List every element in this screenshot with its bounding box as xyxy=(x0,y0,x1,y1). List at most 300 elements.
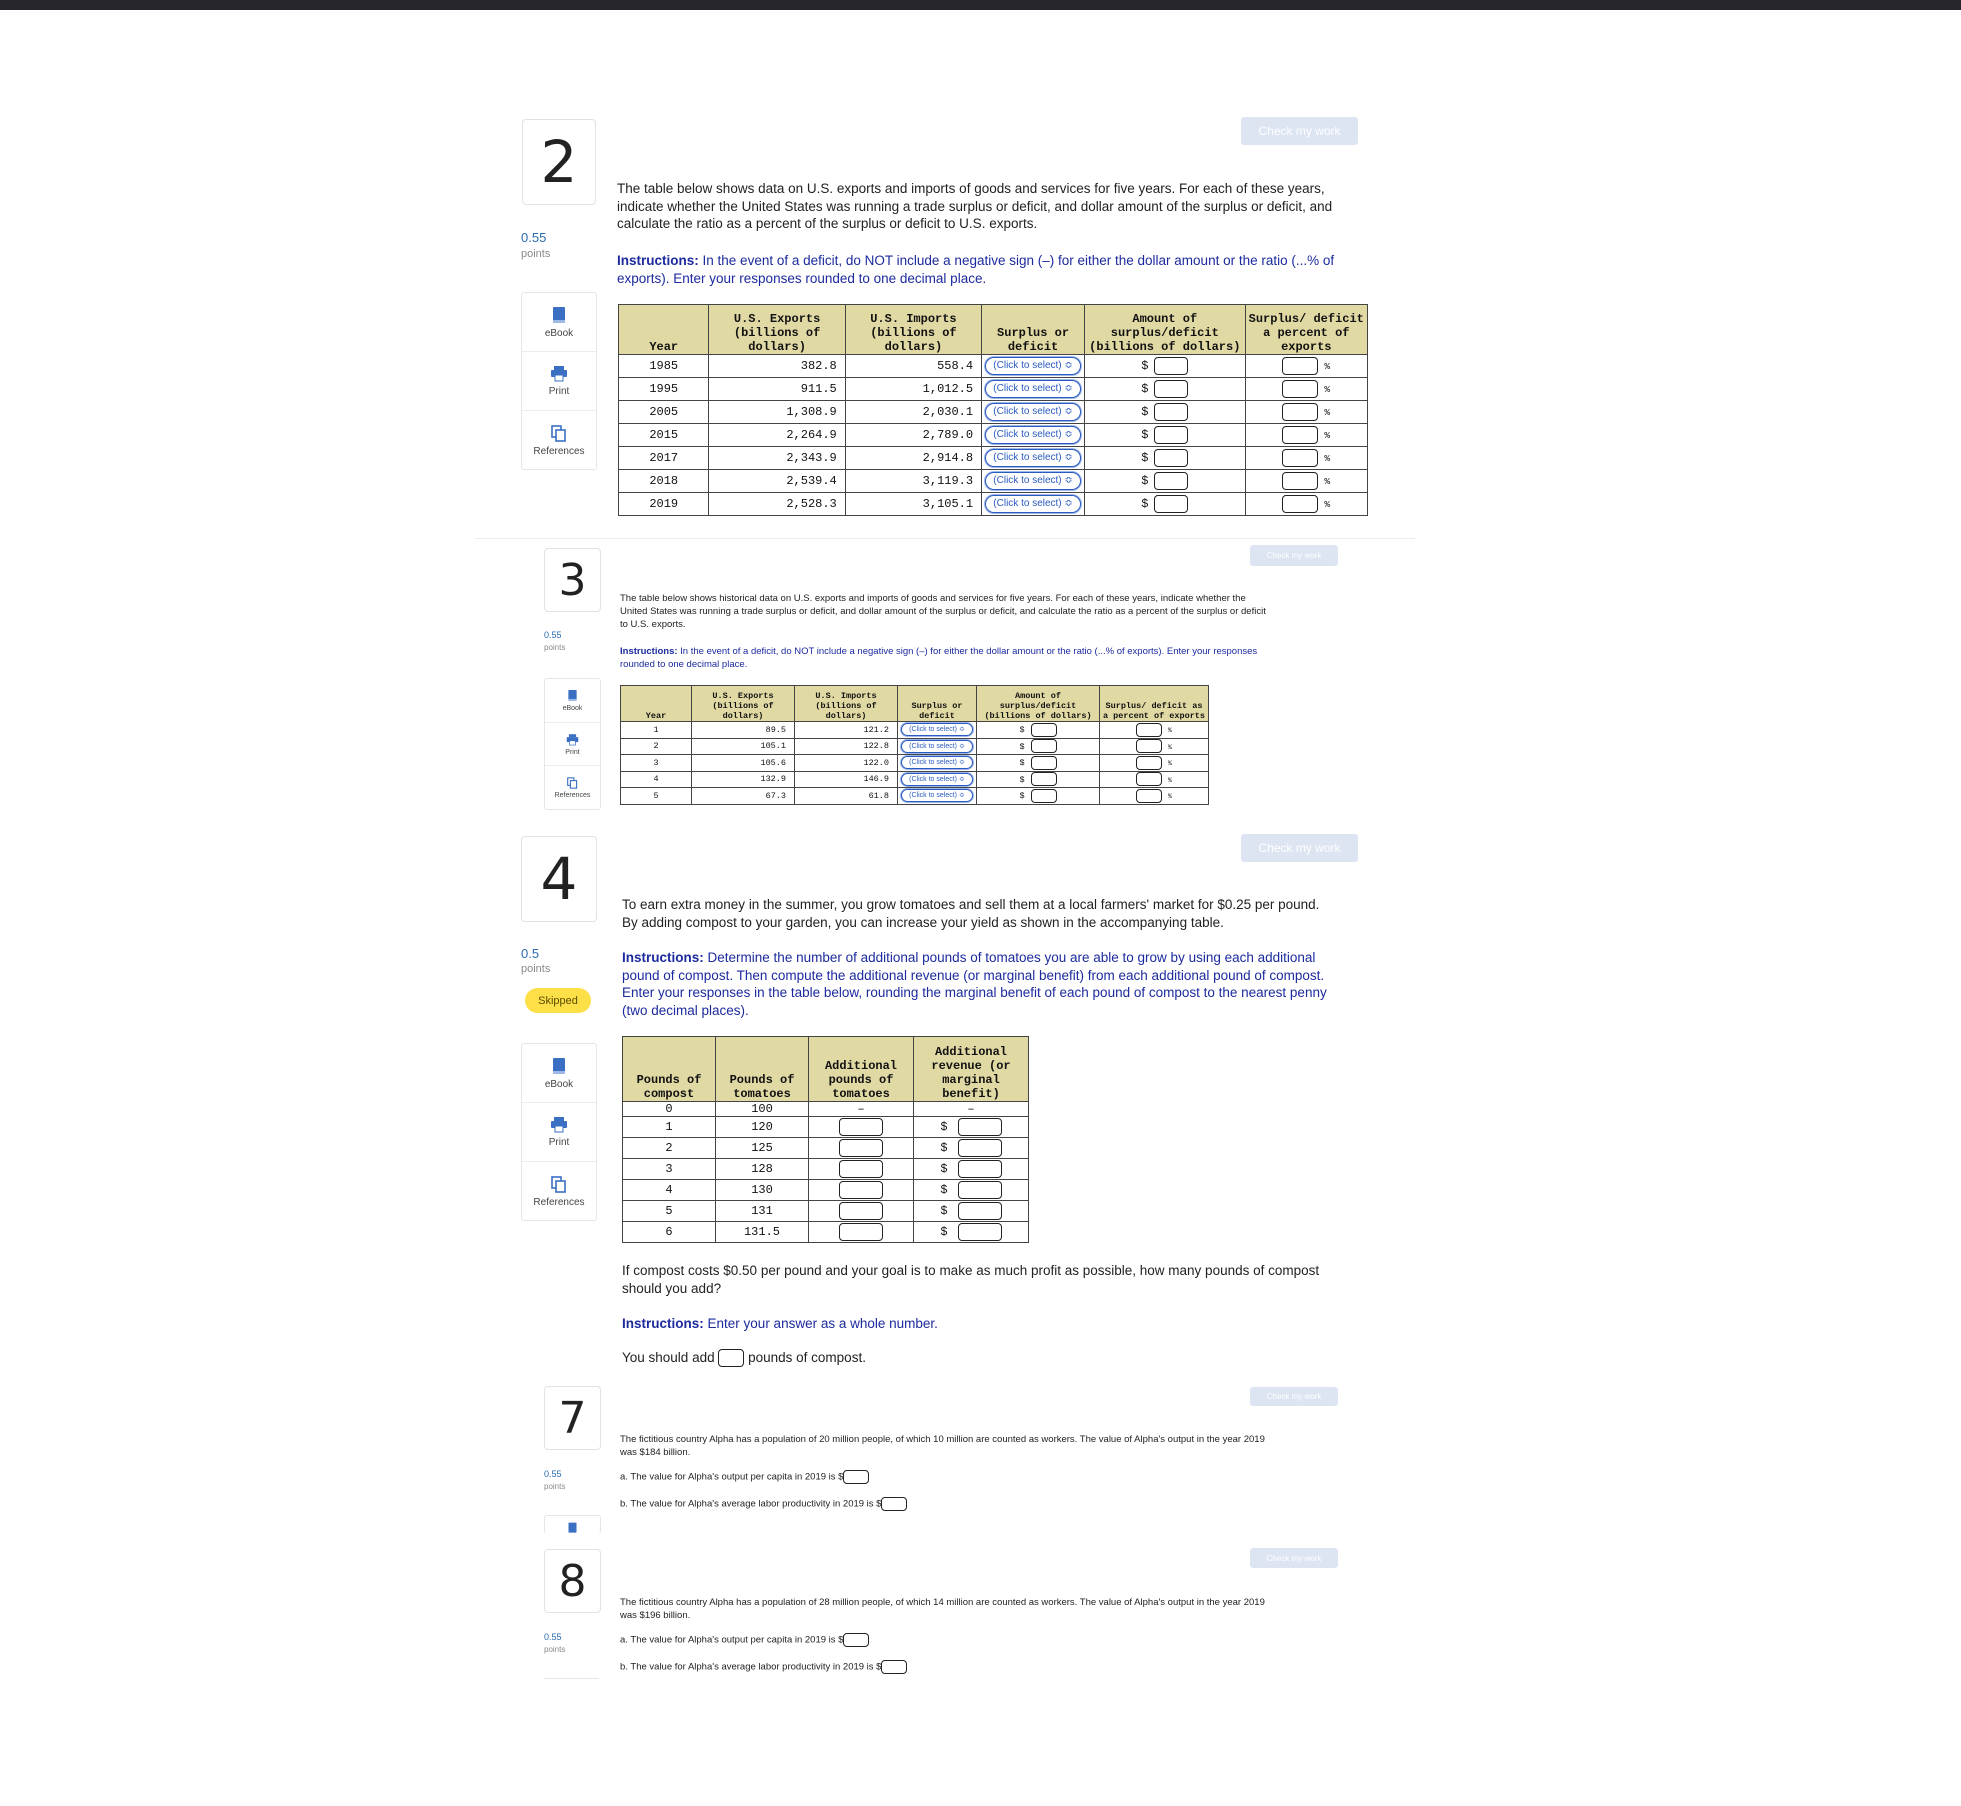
percent-cell xyxy=(1100,722,1209,739)
points-value: 0.55 xyxy=(544,1469,562,1479)
output-per-capita-input[interactable] xyxy=(843,1633,869,1647)
skipped-badge: Skipped xyxy=(525,988,591,1013)
tomatoes-cell: 100 xyxy=(716,1102,809,1117)
ebook-link[interactable] xyxy=(522,293,596,351)
compost-cell: 6 xyxy=(623,1222,716,1243)
book-icon xyxy=(551,1057,567,1075)
percent-cell xyxy=(1245,493,1367,516)
year-cell: 2019 xyxy=(619,493,709,516)
dash: – xyxy=(857,1102,865,1116)
amount-input[interactable] xyxy=(1031,789,1057,803)
points-value: 0.55 xyxy=(544,1632,562,1642)
points-value: 0.5 xyxy=(521,946,540,961)
ebook-link[interactable] xyxy=(522,1044,596,1102)
marginal-benefit-input[interactable] xyxy=(958,1223,1002,1241)
additional-pounds-cell xyxy=(809,1138,914,1159)
references-label: References xyxy=(554,792,591,799)
points-label: points xyxy=(521,248,551,260)
surplus-deficit-select[interactable]: (Click to select) ≎ xyxy=(901,740,973,753)
percent-input[interactable] xyxy=(1282,449,1318,467)
dollar-sign: $ xyxy=(940,1141,948,1156)
percent-sign: % xyxy=(1324,407,1331,419)
amount-input[interactable] xyxy=(1154,380,1188,398)
instructions xyxy=(617,252,1357,287)
book-icon xyxy=(567,1522,578,1534)
year-cell: 2015 xyxy=(619,424,709,447)
exports-cell: 132.9 xyxy=(692,771,795,788)
tomatoes-cell: 120 xyxy=(716,1117,809,1138)
amount-cell xyxy=(977,722,1100,739)
surplus-deficit-select[interactable]: (Click to select) ≎ xyxy=(901,756,973,769)
imports-cell: 146.9 xyxy=(795,771,898,788)
exports-cell: 911.5 xyxy=(709,378,845,401)
copy-icon xyxy=(567,777,578,789)
percent-cell xyxy=(1100,738,1209,755)
percent-sign: % xyxy=(1324,453,1331,465)
table-row xyxy=(619,355,1368,378)
percent-input[interactable] xyxy=(1282,472,1318,490)
percent-sign: % xyxy=(1324,499,1331,511)
col-header: U.S. Exports (billions of dollars) xyxy=(692,686,795,722)
marginal-benefit-input[interactable] xyxy=(958,1118,1002,1136)
question-text: To earn extra money in the summer, you grow tomatoes and sell them at a local farmers' market for $0.25 per pound. By adding compost to your garden, you can increase your yield as shown in the accompanying table. xyxy=(622,897,1320,930)
dollar-sign: $ xyxy=(1019,774,1025,785)
dollar-sign: $ xyxy=(940,1120,948,1135)
year-cell: 2005 xyxy=(619,401,709,424)
question-number: 8 xyxy=(544,1549,601,1613)
amount-input[interactable] xyxy=(1154,472,1188,490)
references-link[interactable] xyxy=(522,1161,596,1221)
dollar-sign: $ xyxy=(1141,451,1149,466)
ebook-link[interactable] xyxy=(545,1522,600,1534)
surplus-deficit-select[interactable]: (Click to select) ≎ xyxy=(985,403,1081,421)
percent-input[interactable] xyxy=(1136,756,1162,770)
percent-sign: % xyxy=(1167,760,1173,768)
compost-cell: 1 xyxy=(623,1117,716,1138)
col-header: Surplus/ deficit as a percent of exports xyxy=(1100,686,1209,722)
points-label: points xyxy=(544,643,566,652)
tomatoes-cell: 125 xyxy=(716,1138,809,1159)
part-a-text: a. The value for Alpha's output per capita in 2019 is $ xyxy=(620,1634,844,1646)
marginal-benefit-cell xyxy=(914,1201,1029,1222)
additional-pounds-input[interactable] xyxy=(839,1118,883,1136)
col-header: U.S. Imports (billions of dollars) xyxy=(845,305,981,355)
points-label: points xyxy=(544,1645,566,1654)
marginal-benefit-input[interactable] xyxy=(958,1181,1002,1199)
points-value: 0.55 xyxy=(521,230,547,245)
exports-cell: 89.5 xyxy=(692,722,795,739)
ebook-label: eBook xyxy=(544,1078,574,1090)
exports-cell: 105.6 xyxy=(692,755,795,772)
surplus-deficit-cell xyxy=(898,738,977,755)
surplus-deficit-cell xyxy=(982,470,1085,493)
amount-input[interactable] xyxy=(1154,426,1188,444)
question-text: The fictitious country Alpha has a population of 20 million people, of which 10 million are counted as workers. The value of Alpha's output in the year 2019 was $184 billion. xyxy=(620,1434,1265,1458)
percent-input[interactable] xyxy=(1282,403,1318,421)
percent-cell xyxy=(1245,355,1367,378)
answer-suffix: pounds of compost. xyxy=(748,1350,866,1365)
output-per-capita-input[interactable] xyxy=(843,1470,869,1484)
year-cell: 4 xyxy=(621,771,692,788)
table-row xyxy=(621,722,1209,739)
percent-input[interactable] xyxy=(1282,380,1318,398)
amount-cell xyxy=(1085,424,1246,447)
additional-pounds-cell xyxy=(809,1159,914,1180)
amount-cell xyxy=(1085,493,1246,516)
compost-cell: 4 xyxy=(623,1180,716,1201)
check-my-work-button[interactable]: Check my work xyxy=(1250,1548,1338,1568)
table-row xyxy=(621,771,1209,788)
col-header: Surplus or deficit xyxy=(898,686,977,722)
dollar-sign: $ xyxy=(1141,405,1149,420)
year-cell: 2 xyxy=(621,738,692,755)
dollar-sign: $ xyxy=(1141,428,1149,443)
tomatoes-cell: 128 xyxy=(716,1159,809,1180)
col-header: Amount of surplus/deficit (billions of dollars) xyxy=(977,686,1100,722)
additional-pounds-input[interactable] xyxy=(839,1139,883,1157)
col-header: Additional revenue (or marginal benefit) xyxy=(914,1037,1029,1102)
col-header: Surplus or deficit xyxy=(982,305,1085,355)
amount-cell xyxy=(1085,401,1246,424)
percent-sign: % xyxy=(1324,361,1331,373)
references-link[interactable] xyxy=(522,410,596,470)
surplus-deficit-select[interactable]: (Click to select) ≎ xyxy=(985,357,1081,375)
points-value: 0.55 xyxy=(544,630,562,640)
table-row xyxy=(621,738,1209,755)
compost-cell: 5 xyxy=(623,1201,716,1222)
amount-input[interactable] xyxy=(1154,449,1188,467)
year-cell: 5 xyxy=(621,788,692,805)
instructions-text: Determine the number of additional pounds of tomatoes you are able to grow by using each additional pound of compost. Then compute the additional revenue (or marginal benefit) from each additional pound of compost. Enter your responses in the table below, rounding the marginal benefit of each pound of compost to the nearest penny (two decimal places). xyxy=(622,950,1327,1018)
amount-input[interactable] xyxy=(1031,756,1057,770)
marginal-benefit-cell xyxy=(914,1222,1029,1243)
percent-input[interactable] xyxy=(1136,772,1162,786)
copy-icon xyxy=(551,425,567,442)
table-row xyxy=(623,1222,1029,1243)
table-row xyxy=(623,1159,1029,1180)
dollar-sign: $ xyxy=(940,1204,948,1219)
percent-cell xyxy=(1100,755,1209,772)
question-text-2: If compost costs $0.50 per pound and your goal is to make as much profit as possible, how many pounds of compost should you add? xyxy=(622,1263,1320,1296)
surplus-deficit-select[interactable]: (Click to select) ≎ xyxy=(901,789,973,802)
answer-line xyxy=(622,1348,866,1368)
dollar-sign: $ xyxy=(1019,791,1025,801)
additional-pounds-cell xyxy=(809,1201,914,1222)
additional-pounds-cell xyxy=(809,1102,914,1117)
trade-table xyxy=(620,685,1209,805)
amount-cell xyxy=(977,771,1100,788)
dollar-sign: $ xyxy=(1141,382,1149,397)
question-text: The table below shows historical data on U.S. exports and imports of goods and services for five years. For each of these years, indicate whether the United States was running a trade surplus or deficit, and dollar amount of the surplus or deficit, and calculate the ratio as a percent of the surplus or deficit to U.S. exports. xyxy=(620,593,1266,630)
amount-input[interactable] xyxy=(1031,772,1057,786)
exports-cell: 2,528.3 xyxy=(709,493,845,516)
surplus-deficit-cell xyxy=(982,493,1085,516)
references-label: References xyxy=(533,1196,585,1208)
question-text: The fictitious country Alpha has a population of 28 million people, of which 14 million are counted as workers. The value of Alpha's output in the year 2019 was $196 billion. xyxy=(620,1597,1265,1621)
col-header: Pounds of compost xyxy=(623,1037,716,1102)
amount-input[interactable] xyxy=(1154,403,1188,421)
additional-pounds-input[interactable] xyxy=(839,1202,883,1220)
marginal-benefit-cell xyxy=(914,1102,1029,1117)
additional-pounds-cell xyxy=(809,1222,914,1243)
check-my-work-button[interactable]: Check my work xyxy=(1250,1387,1338,1406)
table-row xyxy=(621,788,1209,805)
instructions xyxy=(620,645,1270,671)
percent-sign: % xyxy=(1324,430,1331,442)
marginal-benefit-input[interactable] xyxy=(958,1202,1002,1220)
col-header: U.S. Imports (billions of dollars) xyxy=(795,686,898,722)
surplus-deficit-select[interactable]: (Click to select) ≎ xyxy=(985,426,1081,444)
compost-cell: 0 xyxy=(623,1102,716,1117)
col-header: Surplus/ deficit a percent of exports xyxy=(1245,305,1367,355)
check-my-work-button[interactable]: Check my work xyxy=(1250,545,1338,566)
exports-cell: 2,264.9 xyxy=(709,424,845,447)
marginal-benefit-cell xyxy=(914,1180,1029,1201)
surplus-deficit-cell xyxy=(898,771,977,788)
check-my-work-button[interactable]: Check my work xyxy=(1241,834,1358,862)
percent-sign: % xyxy=(1324,384,1331,396)
trade-table xyxy=(618,304,1368,516)
section-divider xyxy=(475,538,1415,539)
year-cell: 1985 xyxy=(619,355,709,378)
amount-cell xyxy=(977,738,1100,755)
surplus-deficit-select[interactable]: (Click to select) ≎ xyxy=(985,495,1081,513)
surplus-deficit-cell xyxy=(898,722,977,739)
col-header: U.S. Exports (billions of dollars) xyxy=(709,305,845,355)
part-b xyxy=(620,1660,907,1674)
top-bar xyxy=(0,0,1961,10)
exports-cell: 2,539.4 xyxy=(709,470,845,493)
table-clip xyxy=(618,304,1368,522)
percent-input[interactable] xyxy=(1136,789,1162,803)
year-cell: 2017 xyxy=(619,447,709,470)
labor-productivity-input[interactable] xyxy=(881,1497,907,1511)
amount-cell xyxy=(1085,355,1246,378)
sidebar-edge xyxy=(544,1678,599,1679)
book-icon xyxy=(551,306,567,324)
percent-input[interactable] xyxy=(1282,426,1318,444)
instructions-label: Instructions: xyxy=(622,950,704,965)
table-row xyxy=(619,470,1368,493)
exports-cell: 1,308.9 xyxy=(709,401,845,424)
surplus-deficit-select[interactable]: (Click to select) ≎ xyxy=(985,472,1081,490)
amount-cell xyxy=(1085,447,1246,470)
print-label: Print xyxy=(548,386,570,397)
part-a xyxy=(620,1470,869,1484)
percent-cell xyxy=(1100,788,1209,805)
imports-cell: 1,012.5 xyxy=(845,378,981,401)
col-header: Additional pounds of tomatoes xyxy=(809,1037,914,1102)
additional-pounds-cell xyxy=(809,1117,914,1138)
percent-sign: % xyxy=(1167,727,1173,735)
percent-cell xyxy=(1245,447,1367,470)
table-row xyxy=(619,424,1368,447)
percent-cell xyxy=(1100,771,1209,788)
imports-cell: 121.2 xyxy=(795,722,898,739)
table-row xyxy=(623,1102,1029,1117)
table-row xyxy=(623,1138,1029,1159)
year-cell: 1 xyxy=(621,722,692,739)
part-b-text: b. The value for Alpha's average labor productivity in 2019 is $ xyxy=(620,1661,882,1673)
imports-cell: 122.8 xyxy=(795,738,898,755)
compost-cell: 2 xyxy=(623,1138,716,1159)
amount-cell xyxy=(977,755,1100,772)
instructions-text: In the event of a deficit, do NOT include a negative sign (–) for either the dollar amount or the ratio (...% of exports). Enter your responses rounded to one decimal place. xyxy=(617,253,1335,286)
dash: – xyxy=(967,1102,975,1116)
instructions xyxy=(622,949,1332,1019)
percent-input[interactable] xyxy=(1136,739,1162,753)
percent-cell xyxy=(1245,470,1367,493)
print-link[interactable] xyxy=(522,351,596,411)
dollar-sign: $ xyxy=(1019,741,1025,752)
part-b xyxy=(620,1497,907,1511)
dollar-sign: $ xyxy=(940,1162,948,1177)
surplus-deficit-select[interactable]: (Click to select) ≎ xyxy=(901,773,973,786)
percent-input[interactable] xyxy=(1282,495,1318,513)
resource-sidebar xyxy=(521,1043,597,1221)
question-number: 4 xyxy=(521,836,597,922)
marginal-benefit-cell xyxy=(914,1117,1029,1138)
additional-pounds-input[interactable] xyxy=(839,1181,883,1199)
resource-sidebar xyxy=(544,1515,601,1534)
surplus-deficit-cell xyxy=(982,424,1085,447)
surplus-deficit-cell xyxy=(982,378,1085,401)
resource-sidebar xyxy=(544,678,601,810)
surplus-deficit-cell xyxy=(982,401,1085,424)
labor-productivity-input[interactable] xyxy=(881,1660,907,1674)
instructions-text: Enter your answer as a whole number. xyxy=(707,1316,938,1331)
part-a-text: a. The value for Alpha's output per capita in 2019 is $ xyxy=(620,1471,844,1483)
col-header: Pounds of tomatoes xyxy=(716,1037,809,1102)
percent-sign: % xyxy=(1167,793,1173,801)
surplus-deficit-select[interactable]: (Click to select) ≎ xyxy=(985,449,1081,467)
surplus-deficit-cell xyxy=(898,788,977,805)
surplus-deficit-cell xyxy=(982,447,1085,470)
ebook-label: eBook xyxy=(562,705,583,712)
tomatoes-cell: 131.5 xyxy=(716,1222,809,1243)
additional-pounds-input[interactable] xyxy=(839,1223,883,1241)
year-cell: 2018 xyxy=(619,470,709,493)
printer-icon xyxy=(550,366,568,382)
col-header: Amount of surplus/deficit (billions of dollars) xyxy=(1085,305,1246,355)
year-cell: 3 xyxy=(621,755,692,772)
surplus-deficit-cell xyxy=(982,355,1085,378)
year-cell: 1995 xyxy=(619,378,709,401)
printer-icon xyxy=(550,1117,568,1133)
part-a xyxy=(620,1633,869,1647)
surplus-deficit-select[interactable]: (Click to select) ≎ xyxy=(985,380,1081,398)
percent-sign: % xyxy=(1167,743,1173,752)
amount-input[interactable] xyxy=(1031,739,1057,753)
table-row xyxy=(623,1117,1029,1138)
percent-input[interactable] xyxy=(1136,723,1162,737)
copy-icon xyxy=(551,1176,567,1193)
question-number: 7 xyxy=(544,1386,601,1450)
points-label: points xyxy=(544,1482,566,1491)
additional-pounds-input[interactable] xyxy=(839,1160,883,1178)
additional-pounds-cell xyxy=(809,1180,914,1201)
resource-sidebar xyxy=(521,292,597,470)
marginal-benefit-input[interactable] xyxy=(958,1160,1002,1178)
compost-answer-input[interactable] xyxy=(718,1349,744,1367)
print-label: Print xyxy=(548,1137,570,1148)
percent-cell xyxy=(1245,378,1367,401)
table-row xyxy=(623,1180,1029,1201)
percent-sign: % xyxy=(1167,776,1173,785)
imports-cell: 61.8 xyxy=(795,788,898,805)
percent-cell xyxy=(1245,401,1367,424)
dollar-sign: $ xyxy=(1141,474,1149,489)
print-link[interactable] xyxy=(545,722,600,766)
percent-cell xyxy=(1245,424,1367,447)
amount-cell xyxy=(977,788,1100,805)
table-row xyxy=(619,447,1368,470)
part-b-text: b. The value for Alpha's average labor productivity in 2019 is $ xyxy=(620,1498,882,1510)
answer-prefix: You should add xyxy=(622,1350,715,1365)
printer-icon xyxy=(566,734,579,746)
dollar-sign: $ xyxy=(1141,359,1149,374)
surplus-deficit-select[interactable]: (Click to select) ≎ xyxy=(901,723,973,736)
ebook-label: eBook xyxy=(544,327,574,339)
amount-input[interactable] xyxy=(1154,357,1188,375)
amount-input[interactable] xyxy=(1154,495,1188,513)
table-row xyxy=(619,493,1368,516)
table-row xyxy=(619,401,1368,424)
references-label: References xyxy=(533,445,585,457)
points-label: points xyxy=(521,963,551,975)
imports-cell: 2,030.1 xyxy=(845,401,981,424)
imports-cell: 2,789.0 xyxy=(845,424,981,447)
percent-input[interactable] xyxy=(1282,357,1318,375)
percent-sign: % xyxy=(1324,476,1331,488)
table-row xyxy=(619,378,1368,401)
ebook-link[interactable] xyxy=(545,679,600,722)
exports-cell: 105.1 xyxy=(692,738,795,755)
dollar-sign: $ xyxy=(940,1225,948,1240)
check-my-work-button[interactable]: Check my work xyxy=(1241,117,1358,145)
dollar-sign: $ xyxy=(1141,497,1149,512)
tomatoes-cell: 130 xyxy=(716,1180,809,1201)
tomatoes-cell: 131 xyxy=(716,1201,809,1222)
print-link[interactable] xyxy=(522,1102,596,1162)
exports-cell: 382.8 xyxy=(709,355,845,378)
amount-cell xyxy=(1085,378,1246,401)
references-link[interactable] xyxy=(545,765,600,810)
question-number: 3 xyxy=(544,548,601,612)
question-number: 2 xyxy=(522,119,596,205)
amount-cell xyxy=(1085,470,1246,493)
instructions-label: Instructions: xyxy=(617,253,699,268)
exports-cell: 67.3 xyxy=(692,788,795,805)
compost-cell: 3 xyxy=(623,1159,716,1180)
table-row xyxy=(621,755,1209,772)
imports-cell: 3,105.1 xyxy=(845,493,981,516)
print-label: Print xyxy=(565,748,580,756)
dollar-sign: $ xyxy=(940,1183,948,1198)
imports-cell: 2,914.8 xyxy=(845,447,981,470)
marginal-benefit-input[interactable] xyxy=(958,1139,1002,1157)
instructions-label: Instructions: xyxy=(622,1316,704,1331)
col-header: Year xyxy=(619,305,709,355)
book-icon xyxy=(567,689,578,702)
amount-input[interactable] xyxy=(1031,723,1057,737)
imports-cell: 3,119.3 xyxy=(845,470,981,493)
exports-cell: 2,343.9 xyxy=(709,447,845,470)
marginal-benefit-cell xyxy=(914,1159,1029,1180)
marginal-benefit-cell xyxy=(914,1138,1029,1159)
imports-cell: 122.0 xyxy=(795,755,898,772)
dollar-sign: $ xyxy=(1019,725,1025,735)
